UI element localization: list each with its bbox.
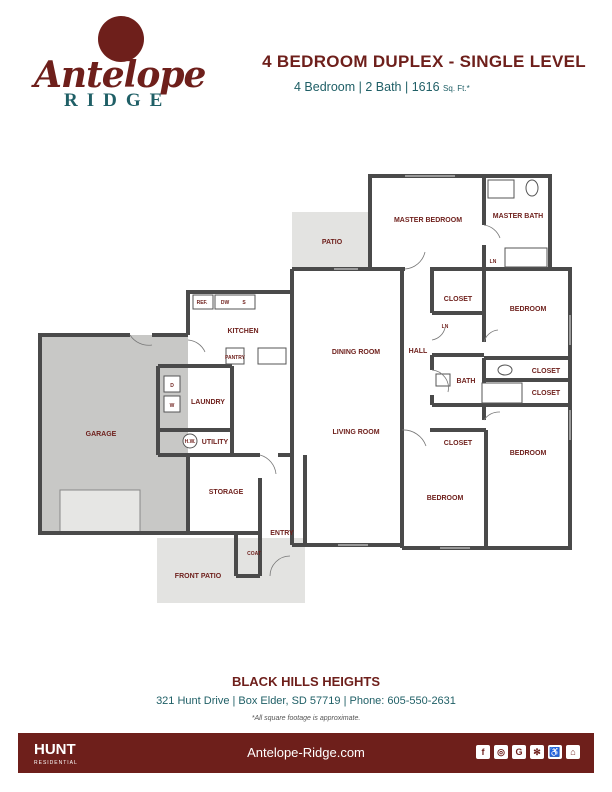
accessibility-icon: ♿	[548, 745, 562, 759]
bedroom-count: 4 Bedroom	[294, 80, 356, 94]
logo-ridge-text: RIDGE	[64, 90, 172, 111]
hunt-brand-sub: RESIDENTIAL	[34, 760, 78, 766]
logo-script-text: Antelope	[34, 54, 206, 96]
room-pantry: PANTRY	[225, 355, 245, 361]
unit-summary: 4 Bedroom | 2 Bath | 1616 Sq. Ft.*	[294, 80, 470, 94]
room-closet-bedroom-c: CLOSET	[443, 440, 473, 447]
google-icon[interactable]: G	[512, 745, 526, 759]
square-footage: 1616	[411, 80, 440, 94]
room-bedroom-east: BEDROOM	[509, 306, 547, 313]
water-heater-label: H.W.	[184, 439, 196, 445]
room-living: LIVING ROOM	[332, 429, 380, 436]
room-linen-master: LN	[489, 259, 497, 265]
room-entry: ENTRY	[270, 530, 294, 537]
footer-bar	[18, 733, 594, 773]
room-laundry: LAUNDRY	[191, 399, 225, 406]
room-garage: GARAGE	[85, 431, 117, 438]
room-closet-bedroom-b: CLOSET	[531, 390, 561, 397]
room-closet-hall: CLOSET	[443, 296, 473, 303]
room-storage: STORAGE	[208, 489, 244, 496]
social-icons	[476, 745, 580, 759]
garage-door	[60, 490, 140, 533]
room-bedroom-south: BEDROOM	[426, 495, 464, 502]
sqft-disclaimer: *All square footage is approximate.	[251, 715, 361, 722]
room-front-patio: FRONT PATIO	[174, 573, 222, 580]
front-patio-area	[157, 538, 305, 603]
community-address: 321 Hunt Drive | Box Elder, SD 57719 | Phone: 605-550-2631	[156, 695, 456, 707]
room-hall: HALL	[408, 348, 428, 355]
square-footage-unit: Sq. Ft.*	[443, 84, 470, 93]
equal-housing-icon: ⌂	[566, 745, 580, 759]
bath-count: 2 Bath	[365, 80, 402, 94]
page-title: 4 BEDROOM DUPLEX - SINGLE LEVEL	[262, 52, 586, 71]
dishwasher-label: DW	[220, 300, 230, 306]
room-bath: BATH	[456, 378, 476, 385]
washer-label: W	[169, 403, 175, 409]
facebook-icon[interactable]: f	[476, 745, 490, 759]
room-coat-closet: COAT	[247, 551, 261, 557]
hunt-brand: HUNT	[34, 741, 76, 758]
room-dining: DINING ROOM	[331, 349, 381, 356]
room-closet-bedroom-a: CLOSET	[531, 368, 561, 375]
room-patio: PATIO	[321, 239, 343, 246]
dryer-label: D	[170, 383, 174, 389]
yelp-icon[interactable]: ✻	[530, 745, 544, 759]
sink-label: S	[242, 300, 246, 306]
room-linen-hall: LN	[441, 324, 449, 330]
refrigerator-label: REF.	[196, 300, 208, 306]
room-master-bedroom: MASTER BEDROOM	[393, 217, 463, 224]
room-utility: UTILITY	[201, 439, 229, 446]
room-master-bath: MASTER BATH	[492, 213, 544, 220]
room-bedroom-southeast: BEDROOM	[509, 450, 547, 457]
website-link[interactable]: Antelope-Ridge.com	[247, 745, 365, 760]
community-name: BLACK HILLS HEIGHTS	[231, 674, 381, 689]
instagram-icon[interactable]: ◎	[494, 745, 508, 759]
room-kitchen: KITCHEN	[227, 328, 259, 335]
